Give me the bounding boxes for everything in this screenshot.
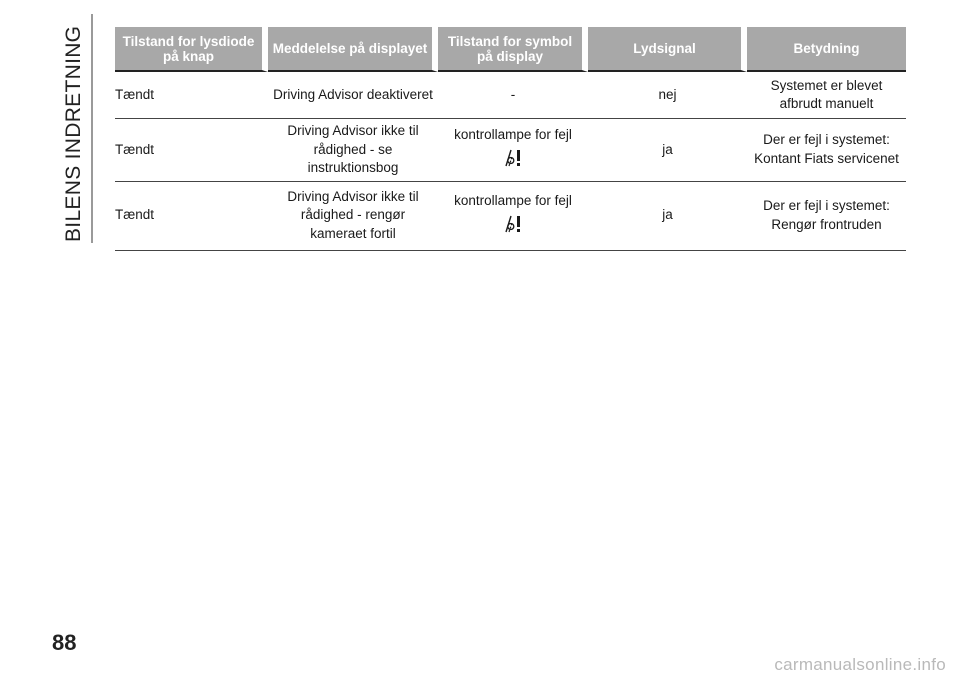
page-number: 88: [52, 630, 77, 655]
table-row: [115, 119, 906, 182]
cell-message: Driving Advisor ikke til rådighed - se instruktionsbog: [268, 119, 438, 182]
cell-meaning: Der er fejl i systemet: Kontant Fiats servicenet: [747, 119, 906, 182]
section-divider: [91, 14, 93, 243]
cell-meaning: Systemet er blevet afbrudt manuelt: [747, 72, 906, 119]
cell-led-state: Tændt: [115, 182, 268, 251]
driving-advisor-table: [115, 27, 906, 251]
cell-symbol-state: -: [438, 72, 588, 119]
section-title: BILENS INDRETNING: [62, 25, 85, 242]
header-meaning: Betydning: [747, 27, 906, 72]
cell-led-state: Tændt: [115, 119, 268, 182]
header-sound: Lydsignal: [588, 27, 747, 72]
table-row: [115, 72, 906, 119]
cell-message: Driving Advisor ikke til rådighed - rengør kameraet fortil: [268, 182, 438, 251]
cell-sound: ja: [588, 182, 747, 251]
cell-symbol-label: kontrollampe for fejl: [454, 193, 572, 208]
lane-camera-warning-icon: [504, 214, 522, 234]
header-message: Meddelelse på displayet: [268, 27, 438, 72]
cell-symbol-state: [438, 182, 588, 251]
cell-led-state: Tændt: [115, 72, 268, 119]
cell-sound: nej: [588, 72, 747, 119]
cell-message: Driving Advisor deaktiveret: [268, 72, 438, 119]
table-header-row: [115, 27, 906, 72]
watermark-text: carmanualsonline.info: [774, 655, 946, 674]
cell-symbol-label: kontrollampe for fejl: [454, 127, 572, 143]
cell-sound: ja: [588, 119, 747, 182]
cell-meaning: Der er fejl i systemet: Rengør frontruden: [747, 182, 906, 251]
lane-camera-warning-icon: [504, 148, 522, 168]
table-row: [115, 182, 906, 251]
cell-symbol-state: [438, 119, 588, 182]
header-led-state: Tilstand for lysdiode på knap: [115, 27, 268, 72]
header-symbol-state: Tilstand for symbol på display: [438, 27, 588, 72]
